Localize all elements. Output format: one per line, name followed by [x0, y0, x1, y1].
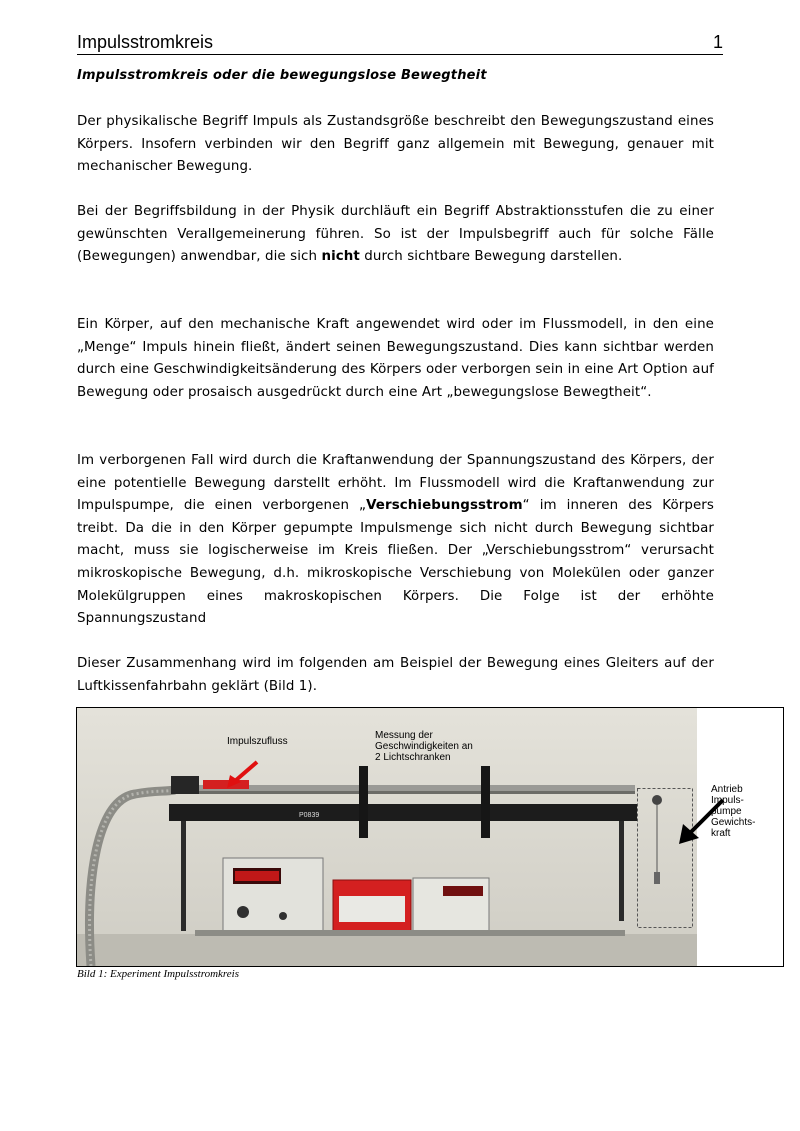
- page-header: [77, 32, 723, 54]
- paragraph-4-text-b: “ im inneren des Körpers treibt. Da die in den Körper gepumpte Impulsmenge sich nicht durch Bewegung sichtbar macht, muss sie logischerweise im Kreis fließen. Der „Verschiebungsstrom“ verursacht mikroskopische Bewegung, d.h. mikroskopische Verschiebung von Molekülen oder ganzer Molekülgruppen eines makroskopischen Körpers. Die Folge ist der erhöhte Spannungszustand: [77, 498, 714, 627]
- paragraph-2: [77, 201, 714, 269]
- header-title: Impulsstromkreis: [77, 32, 214, 52]
- paragraph-2-text-a: Bei der Begriffsbildung in der Physik durchläuft ein Begriff Abstraktionsstufen die zu einer gewünschten Verallgemeinerung führen. So ist der Impulsbegriff auch für solche Fälle (Bewegungen) anwendbar, die sich: [77, 204, 714, 265]
- paragraph-4: [77, 450, 714, 631]
- paragraph-3: Ein Körper, auf den mechanische Kraft angewendet wird oder im Flussmodell, in den eine „Menge“ Impuls hinein fließt, ändert seinen Bewegungszustand. Dies kann sichtbar werden durch eine Geschwindigkeitsänderung des Körpers oder verborgen sein in eine Art Option auf Bewegung oder prosaisch ausgedrückt durch eine Art „bewegungslose Bewegtheit“.: [77, 317, 714, 400]
- figure-caption: Bild 1: Experiment Impulsstromkreis: [77, 968, 240, 980]
- label-impulszufluss: Impulszufluss: [227, 736, 288, 747]
- page-number: 1: [712, 32, 723, 52]
- paragraph-4-emphasis: Verschiebungsstrom: [366, 498, 523, 514]
- device-serial: P0839: [299, 812, 320, 819]
- paragraph-5: Dieser Zusammenhang wird im folgenden am Beispiel der Bewegung eines Gleiters auf der Luftkissenfahrbahn geklärt (Bild 1).: [77, 656, 714, 694]
- label-antrieb: Antrieb Impuls- pumpe Gewichts- kraft: [711, 784, 756, 839]
- paragraph-2-text-b: durch sichtbare Bewegung darstellen.: [359, 249, 623, 265]
- paragraph-1: Der physikalische Begriff Impuls als Zustandsgröße beschreibt den Bewegungszustand eines Körpers. Insofern verbinden wir den Begriff ganz allgemein mit Bewegung, genauer mit mechanischer Bewegung.: [77, 114, 714, 175]
- paragraph-4-text-a: Im verborgenen Fall wird durch die Kraftanwendung der Spannungszustand des Körpers, der eine potentielle Bewegung darstellt erhöht. Im Flussmodell wird die Kraftanwendung zur Impulspumpe, die einen verborgenen „: [77, 453, 714, 514]
- experiment-figure: [76, 707, 784, 967]
- label-messung: Messung der Geschwindigkeiten an 2 Lichtschranken: [375, 730, 473, 763]
- header-rule: [77, 54, 723, 55]
- document-title: Impulsstromkreis oder die bewegungslose Bewegtheit: [77, 68, 487, 83]
- paragraph-2-emphasis: nicht: [321, 249, 360, 265]
